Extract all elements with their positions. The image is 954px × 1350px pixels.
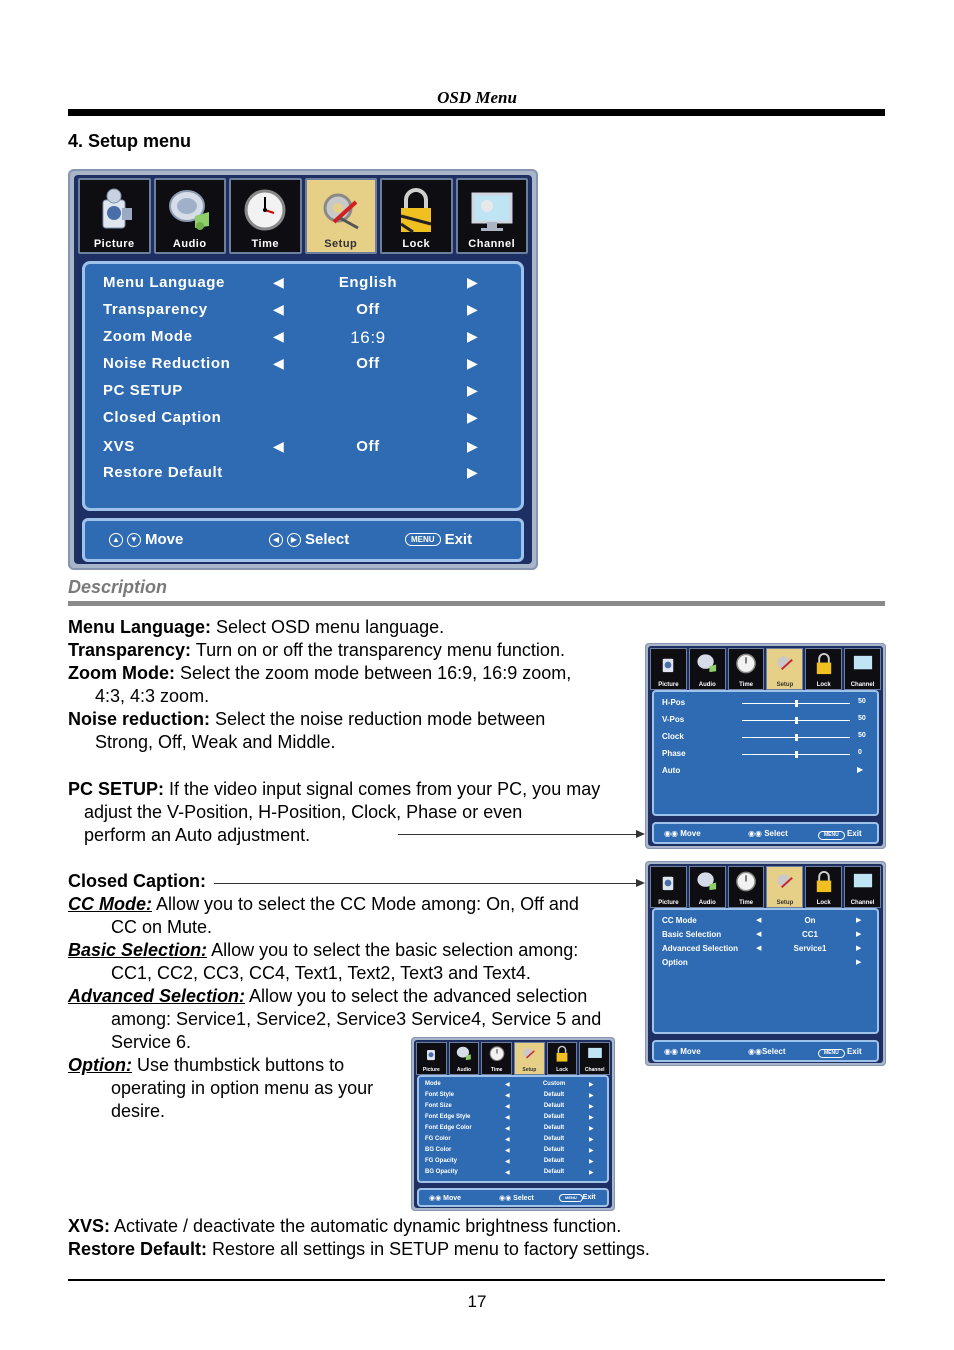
camera-icon — [656, 870, 680, 894]
section-title: 4. Setup menu — [68, 131, 192, 151]
osd-menu-panel — [82, 261, 524, 511]
padlock-icon — [812, 652, 836, 676]
desc-zoom-mode: Zoom Mode: Select the zoom mode between 16:9, 16:9 zoom, — [68, 663, 572, 683]
arrow-right-icon[interactable]: ▶ — [467, 464, 479, 480]
arrow-left-icon: ◀ — [505, 1137, 510, 1143]
footer-exit: MENU Exit — [818, 1047, 862, 1058]
menu-row-closed-caption[interactable]: Closed Caption ▶ — [103, 409, 479, 426]
osd-footer — [82, 518, 524, 562]
arrow-left-icon[interactable]: ◀ — [273, 438, 285, 454]
arrow-left-icon: ◀ — [756, 917, 762, 924]
arrow-left-icon[interactable]: ◀ — [273, 274, 285, 290]
arrow-left-icon: ◀ — [505, 1104, 510, 1110]
footer-move: ◉◉ Move — [664, 1047, 701, 1056]
arrow-left-icon: ◀ — [505, 1148, 510, 1154]
clock-icon — [734, 652, 758, 676]
header-title: OSD Menu — [437, 88, 517, 107]
desc-closed-caption: Closed Caption: CC Mode: Allow you to select the CC Mode among: On, Off and CC on Mute. Basic Selection: Allow you to select the basic selection among: CC1, CC2, CC3, CC4, Text1, Text2, Text3 and Text4. Advanced Selection: Allow you to select the advanced selection among: Service1, Service2, Service3 Service4, Service 5 and Service 6. Option: Use thumbstick buttons to operating in option menu as your desire. — [68, 871, 602, 1121]
right-button-icon: ▶ — [287, 533, 301, 547]
option-osd-screenshot: Picture Audio Time Setup Lock Channel Mode ◀ Custom ▶ Font Style ◀ Default ▶ Font Size ◀ Default ▶ Font Edge Style ◀ Default ▶ Font Edge Color ◀ Default ▶ FG Color ◀ Default ▶ BG Color ◀ Default ▶ FG Opacity ◀ Default ▶ BG Opacity ◀ Default ▶ ◉◉ Move ◉◉ Select MENU Exit — [411, 1037, 615, 1211]
option-panel — [417, 1075, 609, 1183]
menu-row-menu-language[interactable]: Menu Language ◀ English ▶ — [103, 274, 479, 291]
slider-h-pos[interactable] — [742, 703, 850, 704]
menu-row-transparency[interactable]: Transparency ◀ Off ▶ — [103, 301, 479, 318]
option-row-label: FG Color — [425, 1136, 451, 1142]
footer-move: ▲ ▼ Move — [109, 531, 183, 548]
pc-setup-footer — [652, 822, 879, 844]
arrow-right-icon: ▶ — [589, 1115, 594, 1121]
closed-caption-osd-screenshot: Picture Audio Time Setup Lock Channel CC Mode Basic Selection Advanced Selection Option ◀ ◀ ◀ On CC1 Service1 ▶ ▶ ▶ ▶ ◉◉ Move ◉◉Select MENU Exit — [645, 861, 886, 1066]
arrow-right-icon[interactable]: ▶ — [467, 328, 479, 344]
option-row-value: Default — [543, 1114, 565, 1120]
footer-select: ◀ ▶ Select — [269, 531, 349, 548]
down-button-icon: ▼ — [127, 533, 141, 547]
arrow-left-icon: ◀ — [505, 1170, 510, 1176]
arrow-right-icon: ▶ — [589, 1148, 594, 1154]
tools-icon — [773, 652, 797, 676]
description-body — [68, 616, 648, 754]
page-number: 17 — [467, 1292, 487, 1311]
footer-select: ◉◉ Select — [499, 1195, 534, 1202]
description-heading: Description — [68, 577, 168, 597]
arrow-right-icon[interactable]: ▶ — [467, 438, 479, 454]
arrow-right-icon[interactable]: ▶ — [467, 301, 479, 317]
footer-select: ◉◉ Select — [748, 829, 788, 838]
option-row-label: Mode — [425, 1081, 441, 1087]
menu-row-pc-setup[interactable]: PC SETUP ▶ — [103, 382, 479, 399]
option-row-label: Font Size — [425, 1103, 452, 1109]
tab-label: Picture — [93, 238, 135, 250]
tab-time[interactable] — [229, 178, 302, 254]
left-button-icon: ◀ — [269, 533, 283, 547]
footer-exit: MENU Exit — [818, 829, 862, 840]
footer-move: ◉◉ Move — [429, 1195, 462, 1202]
arrow-left-icon: ◀ — [505, 1115, 510, 1121]
padlock-icon — [553, 1045, 571, 1063]
arrow-right-icon[interactable]: ▶ — [467, 355, 479, 371]
arrow-left-icon[interactable]: ◀ — [273, 355, 285, 371]
tab-audio[interactable] — [154, 178, 227, 254]
desc-xvs-restore: XVS: Activate / deactivate the automatic dynamic brightness function. Restore Default: Restore all settings in SETUP menu to factory settings. — [68, 1216, 650, 1259]
arrow-right-icon: ▶ — [856, 917, 862, 924]
tab-label: Channel — [468, 238, 516, 250]
header-rule — [68, 109, 885, 116]
arrow-right-icon: ▶ — [589, 1170, 594, 1176]
arrow-right-icon: ▶ — [589, 1082, 594, 1088]
arrow-right-icon[interactable]: ▶ — [467, 409, 479, 425]
clock-icon — [488, 1045, 506, 1063]
arrow-right-icon[interactable]: ▶ — [467, 274, 479, 290]
arrow-right-icon: ▶ — [589, 1159, 594, 1165]
footer-exit: MENU Exit — [405, 531, 472, 548]
monitor-icon — [851, 870, 875, 894]
arrow-left-icon: ◀ — [505, 1159, 510, 1165]
arrow-right-icon: ▶ — [856, 959, 862, 966]
desc-noise-reduction-cont: Strong, Off, Weak and Middle. — [95, 732, 336, 752]
arrow-left-icon: ◀ — [505, 1093, 510, 1099]
option-row-value: Custom — [542, 1081, 566, 1087]
slider-clock[interactable] — [742, 737, 850, 738]
option-row-value: Default — [543, 1092, 565, 1098]
option-row-value: Default — [543, 1125, 565, 1131]
option-row-label: Font Edge Color — [425, 1125, 472, 1131]
monitor-icon — [586, 1045, 604, 1063]
pc-setup-panel: H-Pos V-Pos Clock Phase Auto 50 50 50 0 ▶ — [652, 690, 879, 816]
description-rule — [68, 601, 885, 606]
desc-pc-setup: PC SETUP: If the video input signal comes from your PC, you may adjust the V-Position, H-Position, Clock, Phase or even perform an Auto adjustment. — [68, 779, 601, 845]
tab-label: Lock — [402, 238, 431, 250]
padlock-icon — [812, 870, 836, 894]
arrow-right-icon: ▶ — [856, 945, 862, 952]
tab-channel[interactable] — [456, 178, 529, 254]
camera-icon — [422, 1045, 440, 1063]
clock-icon — [734, 870, 758, 894]
option-row-value: Default — [543, 1136, 565, 1142]
satellite-dish-icon — [165, 186, 215, 236]
arrowhead-icon — [636, 879, 645, 887]
footer-move: ◉◉ Move — [664, 829, 701, 838]
camera-icon — [656, 652, 680, 676]
desc-menu-language: Menu Language: Select OSD menu language. — [68, 617, 445, 637]
menu-row-zoom-mode[interactable]: Zoom Mode ◀ 16:9 ▶ — [103, 328, 479, 347]
osd-tab-bar — [78, 178, 528, 254]
arrow-right-icon[interactable]: ▶ — [467, 382, 479, 398]
tools-icon — [520, 1045, 538, 1063]
padlock-icon — [391, 186, 441, 236]
arrow-left-icon: ◀ — [756, 931, 762, 938]
option-row-label: FG Opacity — [425, 1158, 458, 1164]
arrow-left-icon[interactable]: ◀ — [273, 328, 285, 344]
arrowhead-icon — [636, 830, 645, 838]
pc-setup-arrow — [398, 834, 636, 835]
tab-label: Audio — [172, 238, 207, 250]
arrow-right-icon: ▶ — [589, 1137, 594, 1143]
satellite-dish-icon — [695, 870, 719, 894]
tab-label: Time — [251, 238, 279, 250]
desc-transparency: Transparency: Turn on or off the transparency menu function. — [68, 640, 565, 660]
arrow-left-icon[interactable]: ◀ — [273, 301, 285, 317]
satellite-dish-icon — [695, 652, 719, 676]
arrow-left-icon: ◀ — [505, 1126, 510, 1132]
menu-row-noise-reduction[interactable]: Noise Reduction ◀ Off ▶ — [103, 355, 479, 372]
option-row-label: BG Opacity — [425, 1169, 458, 1175]
option-footer — [417, 1188, 609, 1207]
closed-caption-arrow — [214, 883, 636, 884]
option-row-label: Font Edge Style — [425, 1114, 471, 1120]
closed-caption-panel: CC Mode Basic Selection Advanced Selection Option ◀ ◀ ◀ On CC1 Service1 ▶ ▶ ▶ ▶ — [652, 908, 879, 1034]
option-row-value: Default — [543, 1158, 565, 1164]
arrow-right-icon: ▶ — [589, 1126, 594, 1132]
option-row-value: Default — [543, 1169, 565, 1175]
monitor-icon — [467, 186, 517, 236]
option-row-label: BG Color — [425, 1147, 452, 1153]
desc-noise-reduction: Noise reduction: Select the noise reduction mode between — [68, 709, 546, 729]
tab-picture[interactable] — [78, 178, 151, 254]
footer-exit: MENU Exit — [559, 1194, 596, 1202]
arrow-right-icon: ▶ — [856, 931, 862, 938]
tools-icon — [316, 186, 366, 236]
tab-label: Setup — [324, 238, 358, 250]
menu-row-restore-default[interactable]: Restore Default ▶ — [103, 464, 479, 481]
option-row-value: Default — [543, 1103, 565, 1109]
arrow-right-icon: ▶ — [589, 1093, 594, 1099]
arrow-right-icon: ▶ — [857, 765, 864, 774]
pc-setup-osd-screenshot: Picture Audio Time Setup Lock Channel H-Pos V-Pos Clock Phase Auto 50 50 50 0 ▶ ◉◉ Move ◉◉ Select MENU Exit — [645, 643, 886, 849]
camera-icon — [89, 186, 139, 236]
menu-row-xvs[interactable]: XVS ◀ Off ▶ — [103, 438, 479, 455]
setup-osd-screenshot — [68, 169, 538, 570]
up-button-icon: ▲ — [109, 533, 123, 547]
slider-phase[interactable] — [742, 754, 850, 755]
arrow-right-icon: ▶ — [589, 1104, 594, 1110]
menu-key-icon: MENU — [405, 533, 441, 546]
monitor-icon — [851, 652, 875, 676]
tab-setup[interactable] — [305, 178, 378, 254]
footer-rule — [68, 1279, 885, 1281]
arrow-left-icon: ◀ — [505, 1082, 510, 1088]
arrow-left-icon: ◀ — [756, 945, 762, 952]
tools-icon — [773, 870, 797, 894]
clock-icon — [240, 186, 290, 236]
satellite-dish-icon — [455, 1045, 473, 1063]
tab-lock[interactable] — [380, 178, 453, 254]
option-row-label: Font Style — [425, 1092, 455, 1098]
closed-caption-footer — [652, 1040, 879, 1062]
slider-v-pos[interactable] — [742, 720, 850, 721]
footer-select: ◉◉Select — [748, 1047, 786, 1056]
option-row-value: Default — [543, 1147, 565, 1153]
desc-zoom-mode-cont: 4:3, 4:3 zoom. — [95, 686, 210, 706]
